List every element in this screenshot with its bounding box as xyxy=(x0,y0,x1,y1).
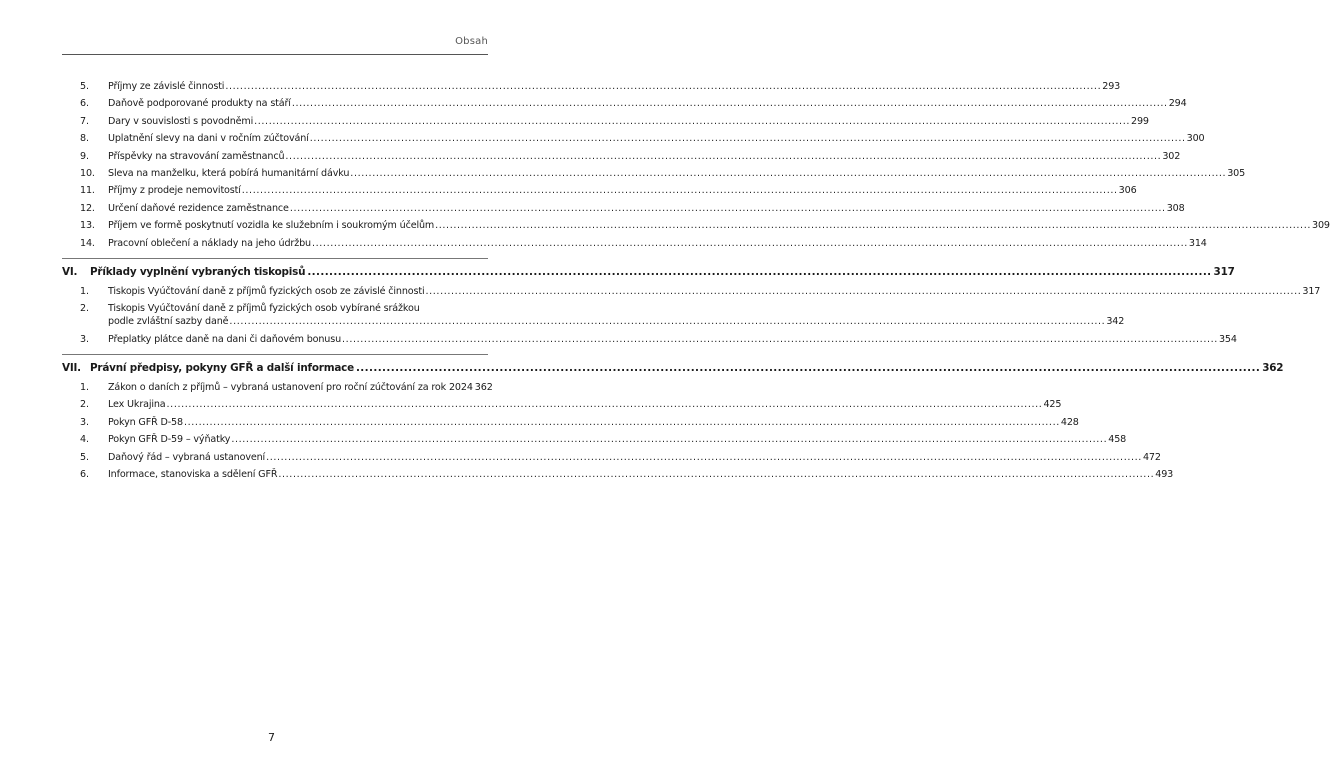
toc-entry[interactable] xyxy=(80,115,1149,132)
section-page: 362 xyxy=(1262,362,1284,375)
entry-number: 12. xyxy=(80,202,95,214)
entry-page: 425 xyxy=(1043,399,1062,411)
entry-page: 309 xyxy=(1312,220,1330,232)
entry-number: 1. xyxy=(80,285,89,297)
section-divider xyxy=(62,354,488,355)
leader-dots xyxy=(278,468,1154,481)
leader-dots xyxy=(292,97,1168,110)
entry-page: 299 xyxy=(1131,115,1149,127)
entry-title-continued: podle zvláštní sazby daně xyxy=(108,316,229,328)
toc-entry[interactable] xyxy=(80,202,1185,219)
section-number: VII. xyxy=(62,362,81,375)
entry-title: Pracovní oblečení a náklady na jeho údržbu xyxy=(108,237,311,249)
entry-title: Příjem ve formě poskytnutí vozidla ke služebním i soukromým účelům xyxy=(108,220,435,232)
entry-number: 8. xyxy=(80,133,89,145)
entry-page: 428 xyxy=(1060,416,1079,428)
section-number: VI. xyxy=(62,265,78,278)
entry-number: 6. xyxy=(80,469,89,481)
toc-entry[interactable] xyxy=(80,219,1330,236)
entry-title: Informace, stanoviska a sdělení GFŘ xyxy=(108,469,278,481)
toc-entry[interactable] xyxy=(80,167,1246,184)
entry-page: 306 xyxy=(1118,185,1137,197)
leader-dots xyxy=(225,80,1101,93)
toc-entry[interactable] xyxy=(80,451,1161,468)
leader-dots xyxy=(310,132,1186,145)
entry-number: 4. xyxy=(80,434,89,446)
entry-title: Daňově podporované produkty na stáří xyxy=(108,98,291,110)
entry-title: Určení daňové rezidence zaměstnance xyxy=(108,202,289,214)
entry-title: Tiskopis Vyúčtování daně z příjmů fyzických osob vybírané srážkou xyxy=(108,303,420,315)
toc-entry[interactable] xyxy=(80,237,1207,254)
toc-entry[interactable] xyxy=(80,150,1181,167)
entry-number: 3. xyxy=(80,333,89,345)
entry-page: 342 xyxy=(1106,316,1125,328)
section-divider xyxy=(62,258,488,259)
leader-dots xyxy=(312,237,1188,250)
entry-page: 308 xyxy=(1166,202,1185,214)
entry-number: 11. xyxy=(80,185,95,197)
entry-title: Pokyn GFŘ D-58 xyxy=(108,416,183,428)
entry-title: Příspěvky na stravování zaměstnanců xyxy=(108,150,285,162)
toc-entry[interactable] xyxy=(80,80,1121,97)
entry-number: 5. xyxy=(80,81,89,92)
entry-number: 7. xyxy=(80,115,89,127)
entry-number: 14. xyxy=(80,237,95,249)
entry-title: Příjmy z prodeje nemovitostí xyxy=(108,185,241,197)
toc-entry[interactable] xyxy=(80,132,1205,149)
entry-title: Uplatnění slevy na dani v ročním zúčtování xyxy=(108,133,309,145)
toc-entry[interactable] xyxy=(80,333,1237,350)
leader-dots xyxy=(307,265,1211,279)
entry-page: 472 xyxy=(1142,451,1161,463)
entry-page: 354 xyxy=(1218,333,1237,345)
leader-dots xyxy=(342,333,1218,346)
entry-number: 2. xyxy=(80,303,89,315)
leader-dots xyxy=(184,416,1060,429)
leader-dots xyxy=(229,315,1105,328)
leader-dots xyxy=(266,451,1142,464)
leader-dots xyxy=(290,202,1166,215)
toc-entry[interactable] xyxy=(80,416,1079,433)
entry-number: 3. xyxy=(80,416,89,428)
entry-number: 13. xyxy=(80,220,95,232)
entry-page: 317 xyxy=(1302,285,1321,297)
entry-page: 362 xyxy=(474,382,493,394)
entry-number: 9. xyxy=(80,150,89,162)
section-title: Právní předpisy, pokyny GFŘ a další informace xyxy=(90,362,354,375)
entry-page: 305 xyxy=(1227,167,1246,179)
entry-title: Daňový řád – vybraná ustanovení xyxy=(108,451,266,463)
leader-dots xyxy=(425,285,1301,298)
toc-entry[interactable] xyxy=(80,285,1321,302)
leader-dots xyxy=(356,361,1260,375)
toc-entry[interactable] xyxy=(80,433,1127,450)
section-title: Příklady vyplnění vybraných tiskopisů xyxy=(90,265,306,278)
page-header xyxy=(62,34,488,55)
table-of-contents xyxy=(62,80,1330,485)
entry-title: Sleva na manželku, která pobírá humanitární dávku xyxy=(108,167,350,179)
toc-entry[interactable] xyxy=(80,398,1062,415)
leader-dots xyxy=(242,184,1118,197)
entry-page: 314 xyxy=(1188,237,1207,249)
entry-title: Tiskopis Vyúčtování daně z příjmů fyzických osob ze závislé činnosti xyxy=(108,285,425,297)
toc-section-heading[interactable] xyxy=(62,361,1284,377)
entry-number: 5. xyxy=(80,451,89,463)
entry-number: 2. xyxy=(80,399,89,411)
leader-dots xyxy=(167,398,1043,411)
entry-page: 302 xyxy=(1162,150,1181,162)
leader-dots xyxy=(231,433,1107,446)
entry-title: Lex Ukrajina xyxy=(108,399,166,411)
toc-entry[interactable] xyxy=(80,468,1174,485)
leader-dots xyxy=(285,150,1161,163)
page-number: 7 xyxy=(268,731,275,744)
entry-title: Pokyn GFŘ D-59 – výňatky xyxy=(108,434,231,446)
leader-dots xyxy=(350,167,1226,180)
leader-dots xyxy=(254,115,1130,128)
running-head: Obsah xyxy=(455,36,488,47)
entry-title: Přeplatky plátce daně na dani či daňovém bonusu xyxy=(108,333,342,345)
entry-page: 300 xyxy=(1186,133,1205,145)
entry-title: Dary v souvislosti s povodněmi xyxy=(108,115,254,127)
entry-number: 10. xyxy=(80,167,95,179)
entry-page: 493 xyxy=(1155,469,1174,481)
leader-dots xyxy=(435,219,1311,232)
entry-number: 6. xyxy=(80,98,89,110)
toc-entry[interactable] xyxy=(80,97,1187,114)
entry-page: 293 xyxy=(1102,81,1121,92)
entry-title: Zákon o daních z příjmů – vybraná ustanovení pro roční zúčtování za rok 2024 xyxy=(108,382,473,394)
toc-entry[interactable] xyxy=(80,302,1125,328)
toc-entry[interactable] xyxy=(80,184,1137,201)
toc-section-heading[interactable] xyxy=(62,265,1235,281)
section-page: 317 xyxy=(1213,265,1235,278)
entry-number: 1. xyxy=(80,382,89,394)
toc-entry[interactable] xyxy=(80,381,493,398)
entry-page: 294 xyxy=(1168,98,1187,110)
entry-page: 458 xyxy=(1108,434,1127,446)
entry-title: Příjmy ze závislé činnosti xyxy=(108,81,225,92)
